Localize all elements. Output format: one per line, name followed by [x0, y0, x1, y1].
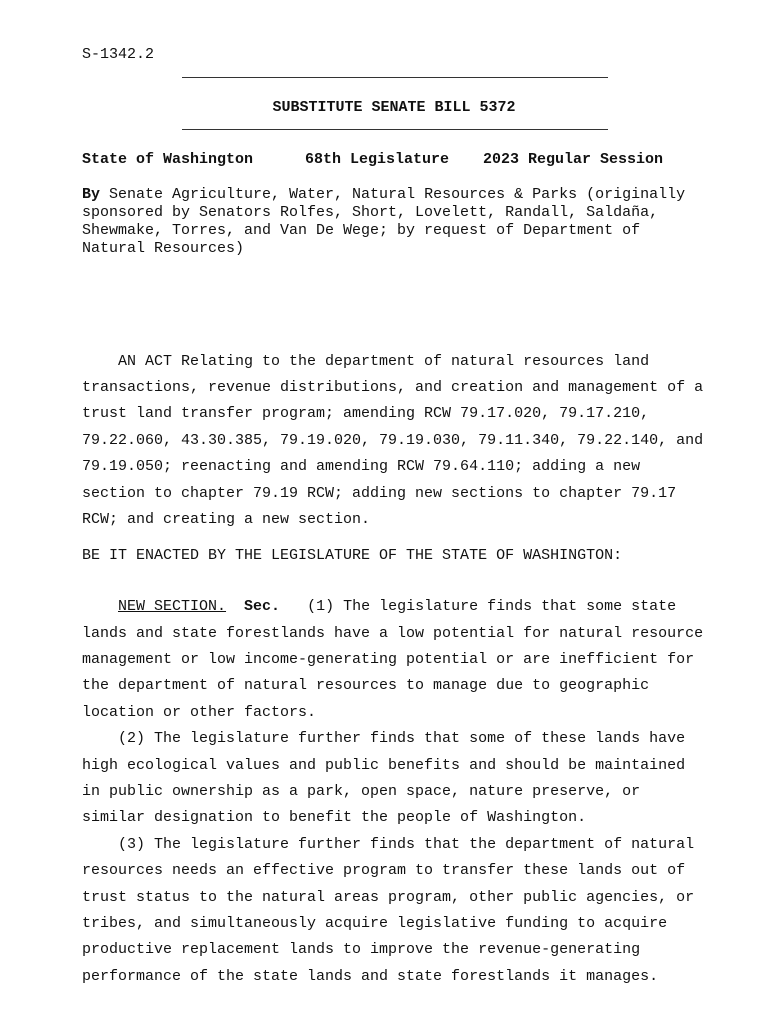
- act-line: transactions, revenue distributions, and creation and management of a: [82, 379, 704, 396]
- sponsor-line: sponsored by Senators Rolfes, Short, Lovelett, Randall, Saldaña,: [82, 204, 659, 221]
- section-line: similar designation to benefit the people of Washington.: [82, 809, 587, 826]
- section-line: productive replacement lands to improve the revenue-generating: [82, 941, 641, 958]
- title-rule-top: [182, 77, 608, 78]
- section-line: lands and state forestlands have a low potential for natural resource: [82, 625, 704, 642]
- enacting-clause: BE IT ENACTED BY THE LEGISLATURE OF THE STATE OF WASHINGTON:: [82, 547, 623, 564]
- section-line: (2) The legislature further finds that some of these lands have: [82, 730, 686, 747]
- section-line: resources needs an effective program to transfer these lands out of: [82, 862, 686, 879]
- header-legislature: 68th Legislature: [305, 151, 450, 168]
- section-line: management or low income-generating potential or are inefficient for: [82, 651, 695, 668]
- title-rule-bottom: [182, 129, 608, 130]
- section-line: in public ownership as a park, open space, nature preserve, or: [82, 783, 641, 800]
- section-line: the department of natural resources to manage due to geographic: [82, 677, 650, 694]
- act-line: 79.22.060, 43.30.385, 79.19.020, 79.19.030, 79.11.340, 79.22.140, and: [82, 432, 704, 449]
- section-line: tribes, and simultaneously acquire legislative funding to acquire: [82, 915, 668, 932]
- document-id: S-1342.2: [82, 46, 155, 63]
- header-session: 2023 Regular Session: [483, 151, 664, 168]
- section-line: performance of the state lands and state forestlands it manages.: [82, 968, 659, 985]
- section-heading-line: NEW SECTION. Sec. (1) The legislature finds that some state: [118, 598, 677, 615]
- bill-title: SUBSTITUTE SENATE BILL 5372: [272, 99, 516, 116]
- act-line: trust land transfer program; amending RCW 79.17.020, 79.17.210,: [82, 405, 650, 422]
- act-line: AN ACT Relating to the department of natural resources land: [82, 353, 650, 370]
- section-line: location or other factors.: [82, 704, 317, 721]
- act-line: RCW; and creating a new section.: [82, 511, 371, 528]
- section-line: trust status to the natural areas program, other public agencies, or: [82, 889, 695, 906]
- new-section-label: NEW SECTION.: [118, 598, 227, 615]
- section-line: (3) The legislature further finds that the department of natural: [82, 836, 695, 853]
- sponsor-line: By Senate Agriculture, Water, Natural Resources & Parks (originally: [82, 186, 686, 203]
- sponsor-line: Shewmake, Torres, and Van De Wege; by request of Department of: [82, 222, 641, 239]
- sec-label: Sec.: [244, 598, 281, 615]
- section-line: high ecological values and public benefits and should be maintained: [82, 757, 686, 774]
- act-line: 79.19.050; reenacting and amending RCW 79.64.110; adding a new: [82, 458, 641, 475]
- sponsor-by-label: By: [82, 186, 101, 203]
- act-line: section to chapter 79.19 RCW; adding new sections to chapter 79.17: [82, 485, 677, 502]
- sponsor-line: Natural Resources): [82, 240, 245, 257]
- header-state: State of Washington: [82, 151, 254, 168]
